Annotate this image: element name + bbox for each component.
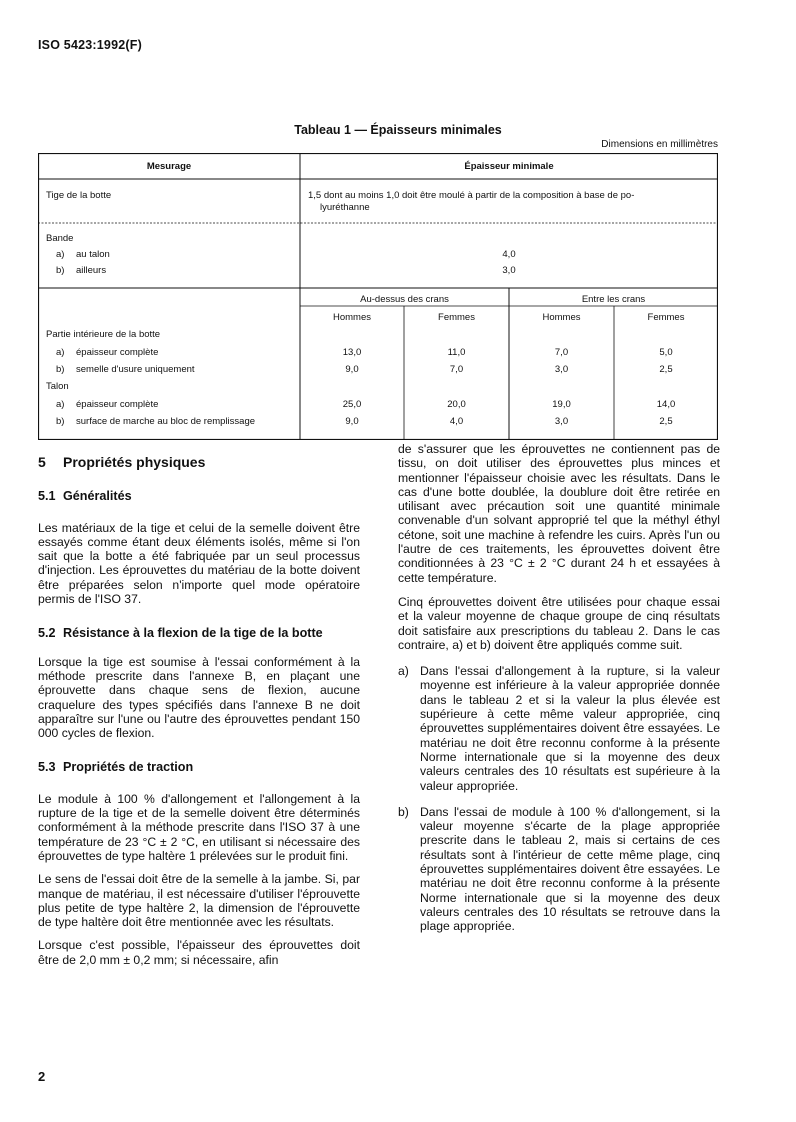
inner-row-letter: b) [56,364,65,375]
list-item-b [398,805,720,934]
paragraph: Lorsque c'est possible, l'épaisseur des éprouvettes doit être de 2,0 mm ± 0,2 mm; si nécessaire, afin [38,938,360,967]
heel-row-letter: b) [56,416,65,427]
table-cell: 3,0 [554,416,569,427]
list-label: a) [398,664,409,679]
section-title: Résistance à la flexion de la tige de la botte [63,626,323,641]
table-cell: 7,0 [554,347,569,358]
tige-value-line2: lyuréthanne [320,202,370,213]
heel-label: Talon [46,381,69,392]
col-head-thickness: Épaisseur minimale [464,161,554,172]
section-number: 5 [38,454,46,470]
section-number: 5.1 [38,489,56,504]
list-label: b) [398,804,409,819]
paragraph: Les matériaux de la tige et celui de la semelle doivent être essayés comme étant deux éléments isolés, même si l'on sait que la botte a été fabriquée par un seul processus d'injection. Les éprouvettes du matériau de la botte doivent être préparées selon n'importe quel mode opératoire permis de l'ISO 37. [38,520,360,607]
tige-value-line1: 1,5 dont au moins 1,0 doit être moulé à partir de la composition à base de po- [308,190,635,201]
table-cell: 9,0 [345,364,359,375]
bande-row-label: au talon [76,249,110,260]
bande-row-label: ailleurs [76,265,107,276]
table-cell: 19,0 [552,399,571,410]
group-head-above: Au-dessus des crans [360,294,449,305]
bande-row-letter: b) [56,265,65,276]
table-cell: 5,0 [659,347,673,358]
list-text: Dans l'essai de module à 100 % d'allongement, si la valeur moyenne s'écarte de la plage appropriée prescrite dans le tableau 2, mais si certains de ces résultats sont à l'intérieur de cette même plage, cinq éprouvettes supplémentaires doivent être essayées. Le matériau ne doit être reconnu conforme à la présente Norme internationale que si la moyenne des deux valeurs centrales des 10 résultats se retrouve dans la plage appropriée. [420,804,720,934]
sub-head: Hommes [332,312,371,323]
section-number: 5.3 [38,760,56,775]
bande-row-value: 3,0 [502,265,516,276]
sub-head: Femmes [438,312,475,323]
section-number: 5.2 [38,626,56,641]
table-cell: 14,0 [656,399,676,410]
left-column [38,455,360,967]
sub-head: Hommes [542,312,581,323]
section-5-heading [38,455,360,469]
table-cell: 2,5 [659,416,673,427]
table-cell: 4,0 [449,416,464,427]
right-column [398,442,720,934]
list-text: Dans l'essai d'allongement à la rupture, si la valeur moyenne est inférieure à la valeur appropriée donnée dans le tableau 2 et si la valeur la plus élevée est supérieure à cette même valeur appropriée, cinq éprouvettes supplémentaires doivent être essayées. Le matériau ne doit être reconnu conforme à la présente Norme internationale que si la moyenne des deux valeurs centrales des 10 résultats est supérieure à la valeur appropriée. [420,664,720,793]
table-caption: Tableau 1 — Épaisseurs minimales [294,123,502,137]
bande-label: Bande [46,233,74,244]
heel-row-label: épaisseur complète [76,399,159,410]
bande-row-value: 4,0 [502,249,516,260]
thickness-table [38,153,718,440]
standard-reference: ISO 5423:1992(F) [38,38,142,52]
table-cell: 7,0 [449,364,464,375]
table-cell: 9,0 [345,416,359,427]
heel-row-label: surface de marche au bloc de remplissage [76,416,256,427]
heel-row-letter: a) [56,399,65,410]
table-cell: 2,5 [659,364,673,375]
inner-row-label: semelle d'usure uniquement [76,364,195,375]
sub-head: Femmes [647,312,685,323]
list-item-a [398,664,720,793]
table-cell: 3,0 [554,364,569,375]
section-5-1-heading [38,489,360,503]
inner-part-label: Partie intérieure de la botte [46,329,161,340]
page-number: 2 [38,1069,46,1084]
col-head-measure: Mesurage [146,161,192,172]
group-head-between: Entre les crans [581,294,646,305]
dimension-note: Dimensions en millimètres [601,139,718,150]
table-cell: 20,0 [447,399,466,410]
section-5-2-heading [38,626,360,640]
paragraph: Cinq éprouvettes doivent être utilisées pour chaque essai et la valeur moyenne de chaque groupe de cinq résultats doit satisfaire aux prescriptions du tableau 2. Dans le cas contraire, a) et b) doivent être appliqués comme suit. [398,594,720,652]
section-title: Propriétés physiques [63,454,206,470]
paragraph: Lorsque la tige est soumise à l'essai conformément à la méthode prescrite dans l'annexe B, en plaçant une éprouvette dans chaque sens de flexion, aucune craquelure des types spécifiés dans l'annexe B ne doit apparaître sur l'une ou l'autre des éprouvettes pendant 150 000 cycles de flexion. [38,654,360,741]
inner-row-letter: a) [56,347,65,358]
table-cell: 11,0 [447,347,466,358]
paragraph: de s'assurer que les éprouvettes ne contiennent pas de tissu, on doit utiliser des éprouvettes plus minces et mentionner l'épaisseur choisie avec les résultats. Dans le cas d'une botte doublée, la doublure doit être retirée en utilisant avec précaution soit une quantité minimale convenable d'un solvant approprié tel que la méthyl éthyl cétone, soit une machine à refendre les cuirs. Après l'un ou l'autre de ces traitements, les éprouvettes doivent être conditionnées à 23 °C ± 2 °C durant 24 h et essayées à cette température. [398,442,720,585]
inner-row-label: épaisseur complète [76,347,159,358]
paragraph: Le sens de l'essai doit être de la semelle à la jambe. Si, par manque de matériau, il est nécessaire d'utiliser l'éprouvette plus petite de type haltère 2, la dimension de l'éprouvette de type haltère doit être mentionnée avec les résultats. [38,872,360,930]
table-cell: 25,0 [342,399,362,410]
paragraph: Le module à 100 % d'allongement et l'allongement à la rupture de la tige et de la semelle doivent être déterminés conformément à la méthode prescrite dans l'ISO 37 à une température de 23 °C ± 2 °C, en utilisant si nécessaire des éprouvettes de type haltère 1 prélevées sur le produit fini. [38,791,360,863]
section-title: Propriétés de traction [63,760,194,775]
section-title: Généralités [63,489,132,504]
bande-row-letter: a) [56,249,65,260]
table-cell: 13,0 [342,347,362,358]
tige-label: Tige de la botte [46,190,112,201]
section-5-3-heading [38,760,360,774]
